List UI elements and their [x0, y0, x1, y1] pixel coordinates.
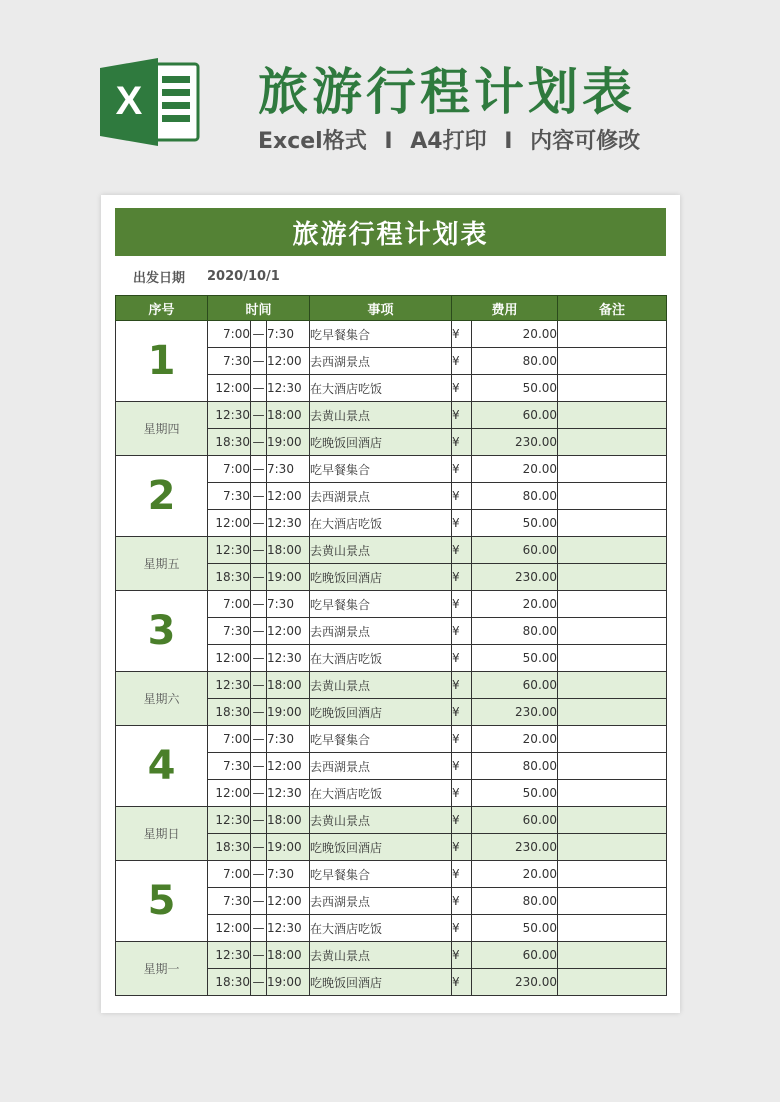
- note-cell[interactable]: [558, 591, 667, 618]
- note-cell[interactable]: [558, 618, 667, 645]
- time-start-cell[interactable]: 7:30: [208, 753, 251, 780]
- time-dash-cell: —: [251, 510, 267, 537]
- time-end-cell[interactable]: 18:00: [267, 537, 310, 564]
- time-end-cell[interactable]: 12:00: [267, 618, 310, 645]
- note-cell[interactable]: [558, 969, 667, 996]
- time-dash-cell: —: [251, 969, 267, 996]
- item-cell[interactable]: 吃早餐集合: [310, 726, 452, 753]
- note-cell[interactable]: [558, 834, 667, 861]
- amount-cell[interactable]: 80.00: [472, 753, 558, 780]
- weekday-cell[interactable]: 星期一: [116, 942, 208, 996]
- page-title: 旅游行程计划表: [258, 63, 636, 121]
- day-number-cell[interactable]: [116, 321, 208, 402]
- time-dash-cell: —: [251, 591, 267, 618]
- table-body: [116, 321, 667, 996]
- time-end-cell[interactable]: 19:00: [267, 834, 310, 861]
- time-dash-cell: —: [251, 537, 267, 564]
- date-label: 出发日期: [133, 270, 186, 286]
- amount-cell[interactable]: 60.00: [472, 807, 558, 834]
- col-header-time: 时间: [208, 296, 310, 321]
- col-header-cost: 费用: [452, 296, 558, 321]
- currency-symbol: ¥: [452, 861, 472, 888]
- time-start-cell[interactable]: 18:30: [208, 429, 251, 456]
- amount-cell[interactable]: 50.00: [472, 375, 558, 402]
- itinerary-table: [115, 295, 667, 996]
- amount-cell[interactable]: 50.00: [472, 510, 558, 537]
- item-cell[interactable]: 去黄山景点: [310, 942, 452, 969]
- amount-cell[interactable]: 60.00: [472, 537, 558, 564]
- item-cell[interactable]: 在大酒店吃饭: [310, 915, 452, 942]
- time-end-cell[interactable]: 12:00: [267, 888, 310, 915]
- time-end-cell[interactable]: 12:30: [267, 915, 310, 942]
- col-header-note: 备注: [558, 296, 667, 321]
- note-cell[interactable]: [558, 402, 667, 429]
- amount-cell[interactable]: 60.00: [472, 672, 558, 699]
- note-cell[interactable]: [558, 375, 667, 402]
- time-dash-cell: —: [251, 726, 267, 753]
- note-cell[interactable]: [558, 807, 667, 834]
- table-row: [116, 672, 667, 699]
- time-end-cell[interactable]: 19:00: [267, 969, 310, 996]
- time-end-cell[interactable]: 7:30: [267, 861, 310, 888]
- currency-symbol: ¥: [452, 456, 472, 483]
- item-cell[interactable]: 去西湖景点: [310, 618, 452, 645]
- currency-symbol: ¥: [452, 375, 472, 402]
- currency-symbol: ¥: [452, 645, 472, 672]
- time-dash-cell: —: [251, 861, 267, 888]
- time-dash-cell: —: [251, 780, 267, 807]
- item-cell[interactable]: 吃晚饭回酒店: [310, 699, 452, 726]
- item-cell[interactable]: 在大酒店吃饭: [310, 780, 452, 807]
- time-dash-cell: —: [251, 834, 267, 861]
- table-row: [116, 807, 667, 834]
- amount-cell[interactable]: 20.00: [472, 861, 558, 888]
- table-row: [116, 861, 667, 888]
- item-cell[interactable]: 去黄山景点: [310, 402, 452, 429]
- time-dash-cell: —: [251, 429, 267, 456]
- time-end-cell[interactable]: 12:30: [267, 780, 310, 807]
- currency-symbol: ¥: [452, 564, 472, 591]
- table-row: [116, 456, 667, 483]
- currency-symbol: ¥: [452, 726, 472, 753]
- amount-cell[interactable]: 230.00: [472, 699, 558, 726]
- item-cell[interactable]: 吃早餐集合: [310, 861, 452, 888]
- departure-date-row: [115, 259, 666, 293]
- time-end-cell[interactable]: 18:00: [267, 807, 310, 834]
- item-cell[interactable]: 去西湖景点: [310, 753, 452, 780]
- amount-cell[interactable]: 20.00: [472, 456, 558, 483]
- table-row: [116, 402, 667, 429]
- time-dash-cell: —: [251, 348, 267, 375]
- time-end-cell[interactable]: 12:00: [267, 753, 310, 780]
- time-end-cell[interactable]: 18:00: [267, 402, 310, 429]
- time-dash-cell: —: [251, 564, 267, 591]
- item-cell[interactable]: 在大酒店吃饭: [310, 375, 452, 402]
- time-end-cell[interactable]: 7:30: [267, 726, 310, 753]
- note-cell[interactable]: [558, 483, 667, 510]
- note-cell[interactable]: [558, 753, 667, 780]
- item-cell[interactable]: 去黄山景点: [310, 807, 452, 834]
- day-number-cell[interactable]: [116, 726, 208, 807]
- item-cell[interactable]: 吃晚饭回酒店: [310, 429, 452, 456]
- time-start-cell[interactable]: 12:00: [208, 915, 251, 942]
- time-end-cell[interactable]: 12:30: [267, 645, 310, 672]
- note-cell[interactable]: [558, 915, 667, 942]
- amount-cell[interactable]: 50.00: [472, 645, 558, 672]
- currency-symbol: ¥: [452, 348, 472, 375]
- currency-symbol: ¥: [452, 888, 472, 915]
- time-end-cell[interactable]: 12:30: [267, 510, 310, 537]
- time-end-cell[interactable]: 12:00: [267, 348, 310, 375]
- time-start-cell[interactable]: 7:00: [208, 591, 251, 618]
- amount-cell[interactable]: 80.00: [472, 618, 558, 645]
- time-start-cell[interactable]: 18:30: [208, 699, 251, 726]
- day-number: 1: [147, 338, 176, 384]
- note-cell[interactable]: [558, 672, 667, 699]
- currency-symbol: ¥: [452, 402, 472, 429]
- table-row: [116, 321, 667, 348]
- item-cell[interactable]: 去黄山景点: [310, 537, 452, 564]
- time-start-cell[interactable]: 12:30: [208, 402, 251, 429]
- time-dash-cell: —: [251, 618, 267, 645]
- date-value[interactable]: 2020/10/1: [207, 268, 280, 284]
- note-cell[interactable]: [558, 564, 667, 591]
- time-start-cell[interactable]: 7:30: [208, 888, 251, 915]
- time-end-cell[interactable]: 19:00: [267, 564, 310, 591]
- day-number-cell[interactable]: [116, 591, 208, 672]
- time-start-cell[interactable]: 18:30: [208, 969, 251, 996]
- currency-symbol: ¥: [452, 699, 472, 726]
- item-cell[interactable]: 吃晚饭回酒店: [310, 564, 452, 591]
- time-dash-cell: —: [251, 699, 267, 726]
- time-start-cell[interactable]: 12:00: [208, 780, 251, 807]
- subtitle-format: Excel格式: [258, 129, 367, 154]
- col-header-seq: 序号: [116, 296, 208, 321]
- spreadsheet-page: [101, 195, 680, 1013]
- note-cell[interactable]: [558, 456, 667, 483]
- time-dash-cell: —: [251, 321, 267, 348]
- currency-symbol: ¥: [452, 672, 472, 699]
- weekday-cell[interactable]: 星期五: [116, 537, 208, 591]
- time-end-cell[interactable]: 12:00: [267, 483, 310, 510]
- currency-symbol: ¥: [452, 942, 472, 969]
- currency-symbol: ¥: [452, 753, 472, 780]
- item-cell[interactable]: 吃早餐集合: [310, 321, 452, 348]
- time-start-cell[interactable]: 18:30: [208, 564, 251, 591]
- amount-cell[interactable]: 80.00: [472, 888, 558, 915]
- day-number: 2: [147, 473, 176, 519]
- currency-symbol: ¥: [452, 510, 472, 537]
- note-cell[interactable]: [558, 699, 667, 726]
- table-row: [116, 591, 667, 618]
- time-start-cell[interactable]: 7:00: [208, 456, 251, 483]
- currency-symbol: ¥: [452, 834, 472, 861]
- currency-symbol: ¥: [452, 483, 472, 510]
- item-cell[interactable]: 去西湖景点: [310, 483, 452, 510]
- time-end-cell[interactable]: 18:00: [267, 942, 310, 969]
- amount-cell[interactable]: 230.00: [472, 564, 558, 591]
- subtitle-editable: 内容可修改: [530, 129, 641, 154]
- note-cell[interactable]: [558, 429, 667, 456]
- time-start-cell[interactable]: 7:00: [208, 861, 251, 888]
- time-start-cell[interactable]: 12:30: [208, 807, 251, 834]
- time-start-cell[interactable]: 7:30: [208, 483, 251, 510]
- time-end-cell[interactable]: 7:30: [267, 456, 310, 483]
- amount-cell[interactable]: 230.00: [472, 834, 558, 861]
- header-banner: [0, 0, 780, 190]
- currency-symbol: ¥: [452, 618, 472, 645]
- amount-cell[interactable]: 50.00: [472, 780, 558, 807]
- time-end-cell[interactable]: 19:00: [267, 699, 310, 726]
- amount-cell[interactable]: 230.00: [472, 429, 558, 456]
- time-start-cell[interactable]: 7:00: [208, 321, 251, 348]
- amount-cell[interactable]: 20.00: [472, 726, 558, 753]
- amount-cell[interactable]: 60.00: [472, 402, 558, 429]
- currency-symbol: ¥: [452, 429, 472, 456]
- time-start-cell[interactable]: 12:30: [208, 942, 251, 969]
- time-end-cell[interactable]: 19:00: [267, 429, 310, 456]
- note-cell[interactable]: [558, 510, 667, 537]
- note-cell[interactable]: [558, 645, 667, 672]
- currency-symbol: ¥: [452, 780, 472, 807]
- time-start-cell[interactable]: 18:30: [208, 834, 251, 861]
- currency-symbol: ¥: [452, 807, 472, 834]
- time-start-cell[interactable]: 12:00: [208, 510, 251, 537]
- day-number: 4: [147, 743, 176, 789]
- time-start-cell[interactable]: 12:30: [208, 672, 251, 699]
- time-dash-cell: —: [251, 402, 267, 429]
- amount-cell[interactable]: 60.00: [472, 942, 558, 969]
- amount-cell[interactable]: 230.00: [472, 969, 558, 996]
- day-number: 5: [147, 878, 176, 924]
- time-dash-cell: —: [251, 888, 267, 915]
- item-cell[interactable]: 吃早餐集合: [310, 591, 452, 618]
- time-start-cell[interactable]: 12:30: [208, 537, 251, 564]
- item-cell[interactable]: 去西湖景点: [310, 888, 452, 915]
- time-dash-cell: —: [251, 456, 267, 483]
- table-row: [116, 537, 667, 564]
- time-dash-cell: —: [251, 375, 267, 402]
- day-number-cell[interactable]: [116, 456, 208, 537]
- time-end-cell[interactable]: 12:30: [267, 375, 310, 402]
- time-dash-cell: —: [251, 483, 267, 510]
- day-number-cell[interactable]: [116, 861, 208, 942]
- note-cell[interactable]: [558, 348, 667, 375]
- item-cell[interactable]: 去西湖景点: [310, 348, 452, 375]
- weekday-cell[interactable]: 星期六: [116, 672, 208, 726]
- time-dash-cell: —: [251, 807, 267, 834]
- time-dash-cell: —: [251, 942, 267, 969]
- currency-symbol: ¥: [452, 537, 472, 564]
- note-cell[interactable]: [558, 321, 667, 348]
- item-cell[interactable]: 去黄山景点: [310, 672, 452, 699]
- subtitle-print: A4打印: [410, 129, 487, 154]
- note-cell[interactable]: [558, 537, 667, 564]
- item-cell[interactable]: 吃早餐集合: [310, 456, 452, 483]
- time-start-cell[interactable]: 7:30: [208, 618, 251, 645]
- note-cell[interactable]: [558, 780, 667, 807]
- table-header-row: [116, 296, 667, 321]
- table-row: [116, 726, 667, 753]
- time-end-cell[interactable]: 7:30: [267, 321, 310, 348]
- amount-cell[interactable]: 80.00: [472, 483, 558, 510]
- amount-cell[interactable]: 80.00: [472, 348, 558, 375]
- currency-symbol: ¥: [452, 591, 472, 618]
- subtitle-separator: I: [384, 129, 393, 154]
- amount-cell[interactable]: 20.00: [472, 321, 558, 348]
- time-start-cell[interactable]: 12:00: [208, 645, 251, 672]
- page-subtitle: [258, 124, 640, 155]
- time-dash-cell: —: [251, 645, 267, 672]
- time-start-cell[interactable]: 12:00: [208, 375, 251, 402]
- svg-text:X: X: [115, 79, 143, 123]
- time-dash-cell: —: [251, 915, 267, 942]
- amount-cell[interactable]: 50.00: [472, 915, 558, 942]
- note-cell[interactable]: [558, 942, 667, 969]
- item-cell[interactable]: 在大酒店吃饭: [310, 510, 452, 537]
- currency-symbol: ¥: [452, 915, 472, 942]
- time-start-cell[interactable]: 7:30: [208, 348, 251, 375]
- day-number: 3: [147, 608, 176, 654]
- col-header-item: 事项: [310, 296, 452, 321]
- note-cell[interactable]: [558, 861, 667, 888]
- note-cell[interactable]: [558, 888, 667, 915]
- currency-symbol: ¥: [452, 321, 472, 348]
- note-cell[interactable]: [558, 726, 667, 753]
- time-dash-cell: —: [251, 753, 267, 780]
- subtitle-separator: I: [504, 129, 513, 154]
- item-cell[interactable]: 吃晚饭回酒店: [310, 969, 452, 996]
- item-cell[interactable]: 在大酒店吃饭: [310, 645, 452, 672]
- excel-icon: [100, 56, 202, 148]
- sheet-title: 旅游行程计划表: [115, 208, 666, 256]
- weekday-cell[interactable]: 星期四: [116, 402, 208, 456]
- time-end-cell[interactable]: 18:00: [267, 672, 310, 699]
- table-row: [116, 942, 667, 969]
- time-end-cell[interactable]: 7:30: [267, 591, 310, 618]
- weekday-cell[interactable]: 星期日: [116, 807, 208, 861]
- currency-symbol: ¥: [452, 969, 472, 996]
- time-dash-cell: —: [251, 672, 267, 699]
- amount-cell[interactable]: 20.00: [472, 591, 558, 618]
- time-start-cell[interactable]: 7:00: [208, 726, 251, 753]
- item-cell[interactable]: 吃晚饭回酒店: [310, 834, 452, 861]
